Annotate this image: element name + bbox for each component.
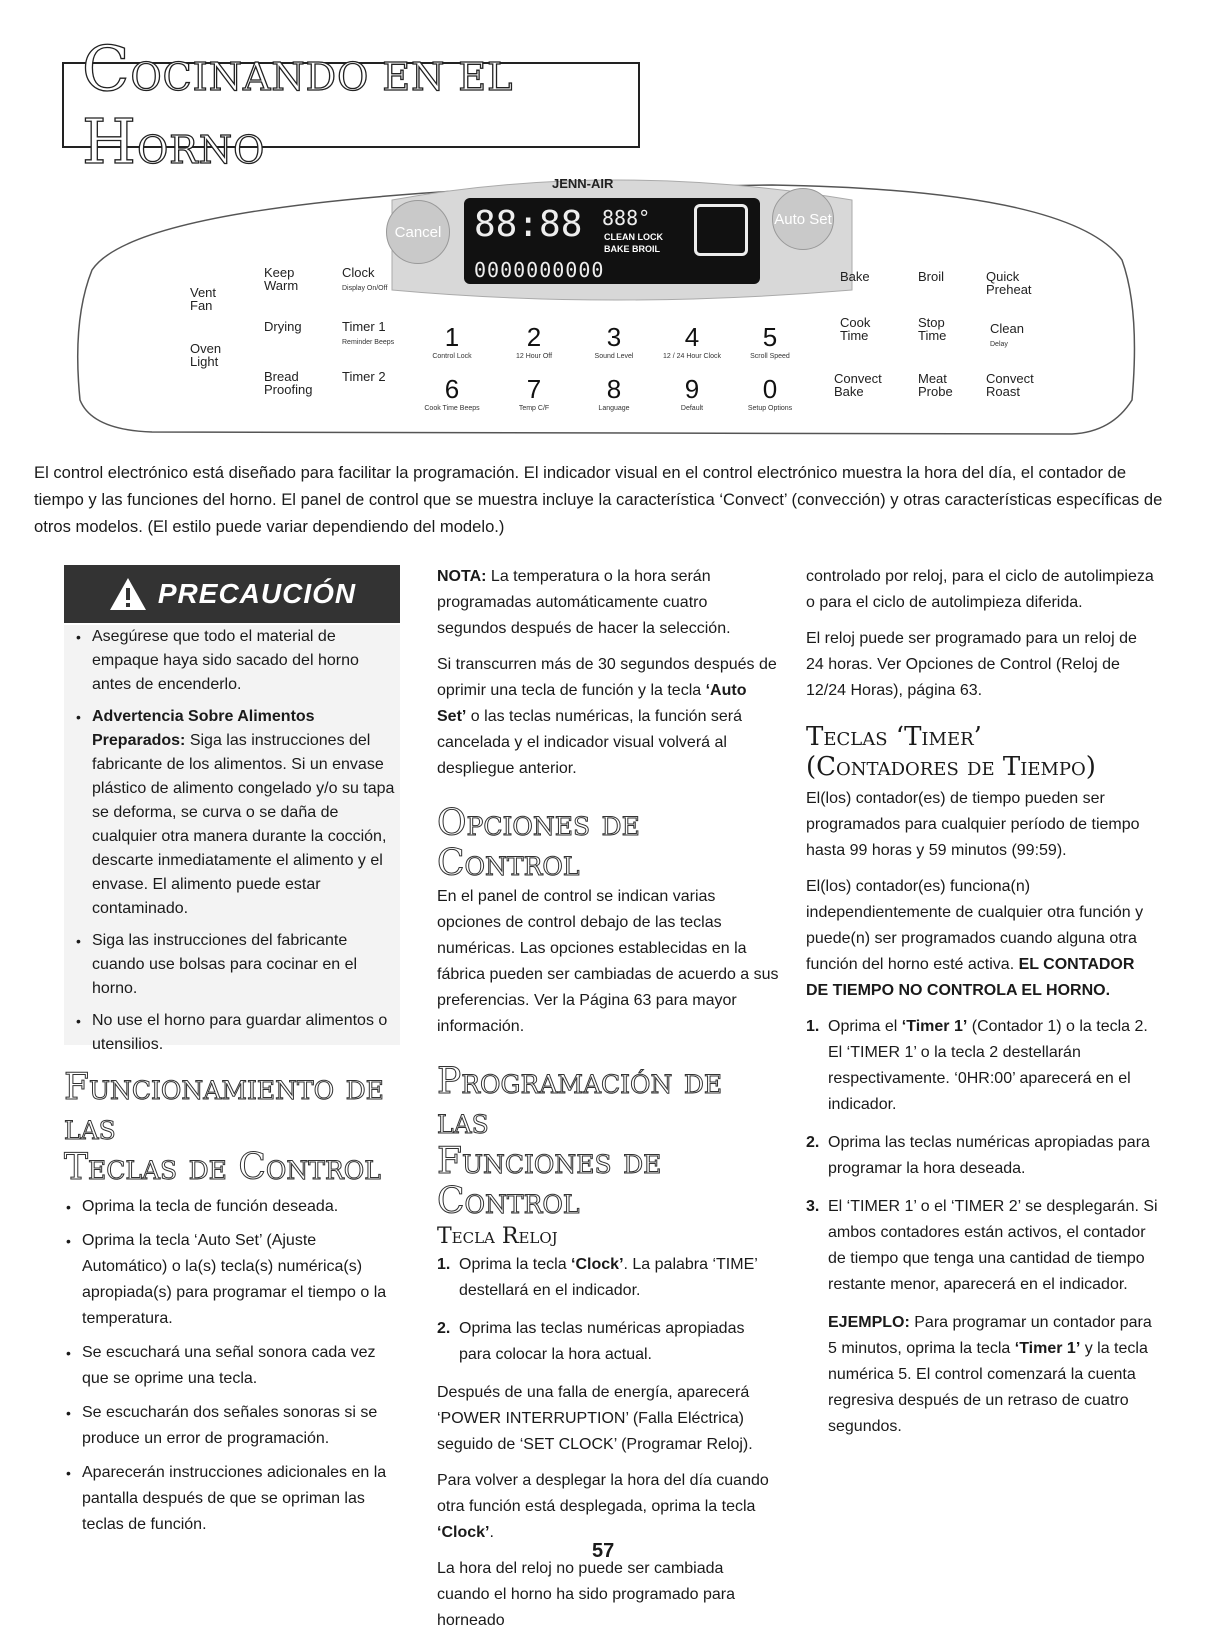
list-item: • Oprima la tecla de función deseada. [64, 1194, 400, 1220]
caution-item: • Siga las instrucciones del fabricante cuando use bolsas para cocinar en el horno. [74, 929, 396, 1001]
brand-logo: JENN-AIR [552, 176, 614, 191]
drying-key[interactable]: Drying [264, 319, 302, 334]
stop-time-key[interactable]: Stop Time [918, 315, 947, 343]
number-key-3[interactable]: 3 Sound Level [594, 322, 634, 360]
section-heading: Programación de las [437, 1061, 723, 1142]
quick-preheat-key[interactable]: Quick Preheat [986, 269, 1032, 297]
section-heading: Funcionamiento de las [64, 1067, 384, 1148]
section-heading: Opciones de Control [437, 803, 640, 884]
vent-fan-key[interactable]: Vent Fan [190, 285, 217, 313]
list-item: • Se escucharán dos señales sonoras si se produce un error de programación. [64, 1400, 400, 1452]
timer2-key[interactable]: Timer 2 [342, 369, 386, 384]
column-2: NOTA: La temperatura o la hora serán programadas automáticamente cuatro segundos después de hacer la selección. Si transcurren más de 30 segundos después de oprimir una tecla de función y la tecla ‘Auto Set’ o las teclas numéricas, la función será cancelada y el indicador visual volverá al despliegue anterior. Opciones de Control En el panel de control se indican varias opciones de control debajo de las teclas numéricas. Las opciones establecidas en la fábrica pueden ser cambiadas de acuerdo a sus preferencias. Ver la Página 63 para mayor información. Programación de las Funciones de Control Tecla Reloj 1. Oprima la tecla ‘Clock’. La palabra ‘TIME’ destellará en el indicador. 2. Oprima las teclas numéricas apropiadas para colocar la hora actual. Después de una falla de energía, aparecerá ‘POWER INTERRUPTION’ (Falla Eléctrica) seguido de ‘SET CLOCK’ (Programar Reloj). Para volver a desplegar la hora del día cuando otra función está desplegada, oprima la tecla ‘Clock’. La hora del reloj no puede ser cambiada cuando el horno ha sido programado para horneado [437, 564, 779, 1644]
warning-icon [108, 576, 148, 612]
caution-item: • Asegúrese que todo el material de empaque haya sido sacado del horno antes de encenderlo. [74, 625, 396, 697]
bread-proofing-key[interactable]: Bread Proofing [264, 369, 313, 397]
number-key-4[interactable]: 4 12 / 24 Hour Clock [663, 322, 721, 360]
door-lock-icon [694, 204, 748, 256]
broil-key[interactable]: Broil [918, 269, 945, 284]
subsection-heading: Teclas ‘Timer’ [806, 722, 982, 752]
caution-item: • Advertencia Sobre Alimentos Preparados: Siga las instrucciones del fabricante de los alimentos. Si un envase plástico de alimento congelado y/o su tapa se deforma, se curva o se daña de cualquier otra manera durante la cocción, descarte inmediatamente el alimento y el envase. El alimento puede estar contaminado. [74, 705, 396, 921]
bake-key[interactable]: Bake [840, 269, 870, 284]
number-key-2[interactable]: 2 12 Hour Off [515, 322, 553, 360]
keep-warm-key[interactable]: Keep Warm [264, 265, 299, 293]
section-heading: Funciones de Control [437, 1141, 662, 1222]
page-number: 57 [592, 1540, 615, 1562]
intro-paragraph: El control electrónico está diseñado para facilitar la programación. El indicador visual en el control electrónico muestra la hora del día, el contador de tiempo y las funciones del horno. El panel de control que se muestra incluye la característica ‘Convect’ (convección) y otras características específicas de otros modelos. (El estilo puede variar dependiendo del modelo.) [34, 463, 1163, 536]
number-key-7[interactable]: 7 Temp C/F [518, 374, 550, 412]
number-key-6[interactable]: 6 Cook Time Beeps [424, 374, 480, 412]
convect-roast-key[interactable]: Convect Roast [986, 371, 1034, 399]
subsection-heading: (Contadores de Tiempo) [806, 752, 1096, 782]
note-paragraph: NOTA: La temperatura o la hora serán programadas automáticamente cuatro segundos después de hacer la selección. [437, 568, 731, 637]
oven-control-panel [72, 170, 1140, 440]
caution-item: • No use el horno para guardar alimentos o utensilios. [74, 1009, 396, 1057]
meat-probe-key[interactable]: Meat Probe [918, 371, 953, 399]
list-item: • Oprima la tecla ‘Auto Set’ (Ajuste Automático) o la(s) tecla(s) numérica(s) apropiada(s) para programar el tiempo o la temperatura. [64, 1228, 400, 1332]
clock-key[interactable]: Clock Display On/Off [342, 265, 388, 292]
page-title: COCINANDO EN EL HORNO [62, 62, 640, 148]
auto-set-button[interactable]: Auto Set [772, 188, 834, 250]
caution-banner: PRECAUCIÓN [64, 565, 400, 623]
number-key-5[interactable]: 5 Scroll Speed [750, 322, 790, 360]
func-section [64, 1068, 400, 1546]
clean-delay-key[interactable]: Clean Delay [990, 321, 1024, 348]
digital-display: 88:88 888° CLEAN LOCK BAKE BROIL 0000000000 [464, 198, 760, 284]
oven-light-key[interactable]: Oven Light [190, 341, 222, 369]
list-item: • Aparecerán instrucciones adicionales en la pantalla después de que se opriman las teclas de función. [64, 1460, 400, 1538]
section-heading: Teclas de Control [64, 1147, 381, 1188]
convect-bake-key[interactable]: Convect Bake [834, 371, 882, 399]
column-3: controlado por reloj, para el ciclo de autolimpieza o para el ciclo de autolimpieza diferida. El reloj puede ser programado para un reloj de 24 horas. Ver Opciones de Control (Reloj de 12/24 Horas), página 63. Teclas ‘Timer’ (Contadores de Tiempo) El(los) contador(es) de tiempo pueden ser programados para cualquier período de tiempo hasta 99 horas y 59 minutos (99:59). El(los) contador(es) funciona(n) independientemente de cualquier otra función y puede(n) ser programados cuando alguna otra función del horno esté activa. EL CONTADOR DE TIEMPO NO CONTROLA EL HORNO. 1. Oprima el ‘Timer 1’ (Contador 1) o la tecla 2. El ‘TIMER 1’ o la tecla 2 destellarán respectivamente. ‘0HR:00’ aparecerá en el indicador. 2. Oprima las teclas numéricas apropiadas para programar la hora deseada. 3. El ‘TIMER 1’ o el ‘TIMER 2’ se desplegarán. Si ambos contadores están activos, el contador de tiempo que tenga una cantidad de tiempo restante menor, aparecerá en el indicador. EJEMPLO: Para programar un contador para 5 minutos, oprima la tecla ‘Timer 1’ y la tecla numérica 5. El control comenzará la cuenta regresiva después de un retraso de cuatro segundos. [806, 568, 1158, 1435]
number-key-0[interactable]: 0 Setup Options [747, 374, 793, 412]
subsection-heading: Tecla Reloj [437, 1224, 558, 1249]
number-key-9[interactable]: 9 Default [680, 374, 704, 412]
cancel-button[interactable]: Cancel [386, 200, 450, 264]
caution-list [74, 625, 396, 1065]
number-key-1[interactable]: 1 Control Lock [432, 322, 472, 360]
list-item: • Se escuchará una señal sonora cada vez que se oprime una tecla. [64, 1340, 400, 1392]
cook-time-key[interactable]: Cook Time [840, 315, 871, 343]
number-key-8[interactable]: 8 Language [598, 374, 630, 412]
timer1-key[interactable]: Timer 1 Reminder Beeps [342, 319, 395, 346]
